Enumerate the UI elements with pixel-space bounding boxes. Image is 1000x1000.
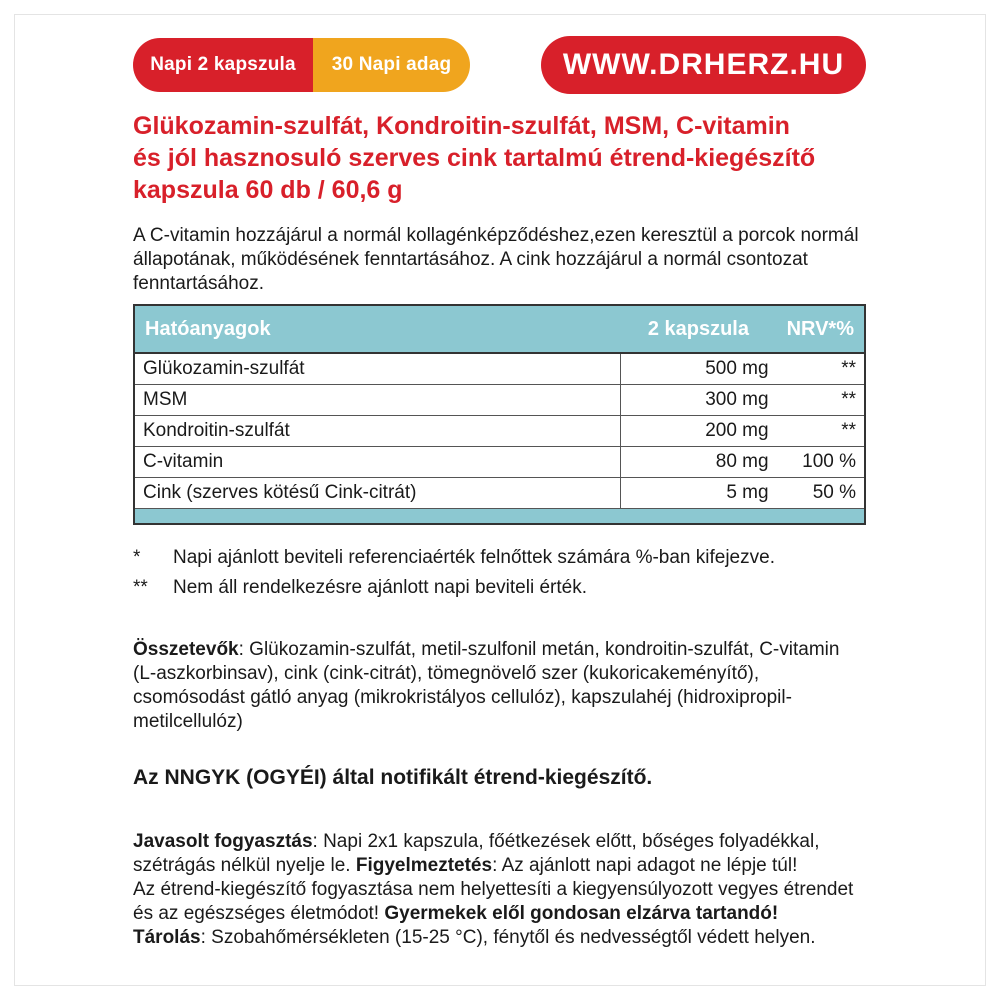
ingredient-name: Cink (szerves kötésű Cink-citrát) — [134, 478, 620, 509]
website-badge[interactable] — [541, 36, 866, 94]
table-row — [134, 353, 865, 385]
table-row — [134, 447, 865, 478]
usage-section — [133, 830, 873, 950]
ingredients-line: csomósodást gátló anyag (mikrokristályos cellulóz), kapszulahéj (hidroxipropil- — [133, 687, 792, 708]
ingredient-amount: 500 mg — [620, 353, 776, 385]
ingredient-name: C-vitamin — [134, 447, 620, 478]
health-claim — [133, 224, 863, 296]
table-footer-bar — [134, 509, 865, 525]
footnote-text: Nem áll rendelkezésre ajánlott napi beviteli érték. — [173, 577, 587, 598]
table-header-row — [134, 305, 865, 353]
table-row — [134, 478, 865, 509]
col-header-nrv: NRV*% — [777, 305, 865, 353]
usage-line — [133, 830, 873, 854]
notification-statement: Az NNGYK (OGYÉI) által notifikált étrend-kiegészítő. — [133, 766, 653, 789]
footnote-nrv — [133, 546, 775, 570]
ingredients-label: Összetevők — [133, 639, 239, 660]
usage-line — [133, 926, 873, 950]
ingredient-amount: 200 mg — [620, 416, 776, 447]
footnote-text: Napi ajánlott beviteli referenciaérték felnőttek számára %-ban kifejezve. — [173, 547, 775, 568]
ingredient-name: MSM — [134, 385, 620, 416]
website-url[interactable]: WWW.DRHERZ.HU — [562, 48, 845, 81]
active-ingredients-table — [133, 304, 866, 525]
ingredients-line — [133, 638, 873, 662]
days-text: 30 Napi adag — [331, 54, 452, 75]
title-line: és jól hasznosuló szerves cink tartalmú étrend-kiegészítő — [133, 144, 816, 172]
ingredient-nrv: ** — [777, 353, 865, 385]
footnote-na — [133, 576, 587, 600]
warning-label: Figyelmeztetés — [355, 855, 493, 876]
storage-text: : Szobahőmérsékleten (15-25 °C), fénytől és nedvességtől védett helyen. — [200, 927, 816, 948]
ingredients-line: metilcellulóz) — [133, 711, 243, 732]
table-row — [134, 416, 865, 447]
ingredient-amount: 300 mg — [620, 385, 776, 416]
claim-line: állapotának, működésének fenntartásához. A cink hozzájárul a normál csontozat — [133, 249, 808, 270]
usage-text: : Napi 2x1 kapszula, főétkezések előtt, bőséges folyadékkal, — [312, 831, 820, 852]
ingredient-amount: 80 mg — [620, 447, 776, 478]
col-header-amount: 2 kapszula — [620, 305, 776, 353]
usage-text: szétrágás nélkül nyelje le. — [133, 855, 356, 876]
usage-line — [133, 854, 873, 878]
ingredients-text: : Glükozamin-szulfát, metil-szulfonil metán, kondroitin-szulfát, C-vitamin — [238, 639, 840, 660]
usage-line: Az étrend-kiegészítő fogyasztása nem helyettesíti a kiegyensúlyozott vegyes étrendet — [133, 879, 854, 900]
table-footer-cell — [134, 509, 865, 525]
col-header-ingredient: Hatóanyagok — [134, 305, 620, 353]
title-line: kapszula 60 db / 60,6 g — [133, 176, 403, 204]
ingredients-line: (L-aszkorbinsav), cink (cink-citrát), tömegnövelő szer (kukoricakeményítő), — [133, 663, 760, 684]
ingredient-nrv: ** — [777, 416, 865, 447]
title-line: Glükozamin-szulfát, Kondroitin-szulfát, MSM, C-vitamin — [133, 112, 790, 140]
ingredient-nrv: 100 % — [777, 447, 865, 478]
claim-line: A C-vitamin hozzájárul a normál kollagénképződéshez,ezen keresztül a porcok normál — [133, 225, 859, 246]
ingredient-nrv: ** — [777, 385, 865, 416]
product-title — [133, 110, 873, 206]
warning-text: : Az ajánlott napi adagot ne lépje túl! — [492, 855, 798, 876]
days-badge — [313, 38, 470, 92]
ingredient-nrv: 50 % — [777, 478, 865, 509]
usage-text: és az egészséges életmódot! — [133, 903, 385, 924]
ingredient-name: Kondroitin-szulfát — [134, 416, 620, 447]
daily-dose-text: Napi 2 kapszula — [150, 54, 296, 75]
table-row — [134, 385, 865, 416]
ingredient-name: Glükozamin-szulfát — [134, 353, 620, 385]
footnote-mark: ** — [133, 577, 148, 598]
storage-label: Tárolás — [133, 927, 201, 948]
ingredients-section — [133, 638, 873, 734]
ingredient-amount: 5 mg — [620, 478, 776, 509]
usage-line — [133, 902, 873, 926]
usage-label: Javasolt fogyasztás — [133, 831, 313, 852]
child-warning: Gyermekek elől gondosan elzárva tartandó! — [384, 903, 779, 924]
footnote-mark: * — [133, 547, 141, 568]
daily-dose-badge — [133, 38, 313, 92]
claim-line: fenntartásához. — [133, 273, 264, 294]
